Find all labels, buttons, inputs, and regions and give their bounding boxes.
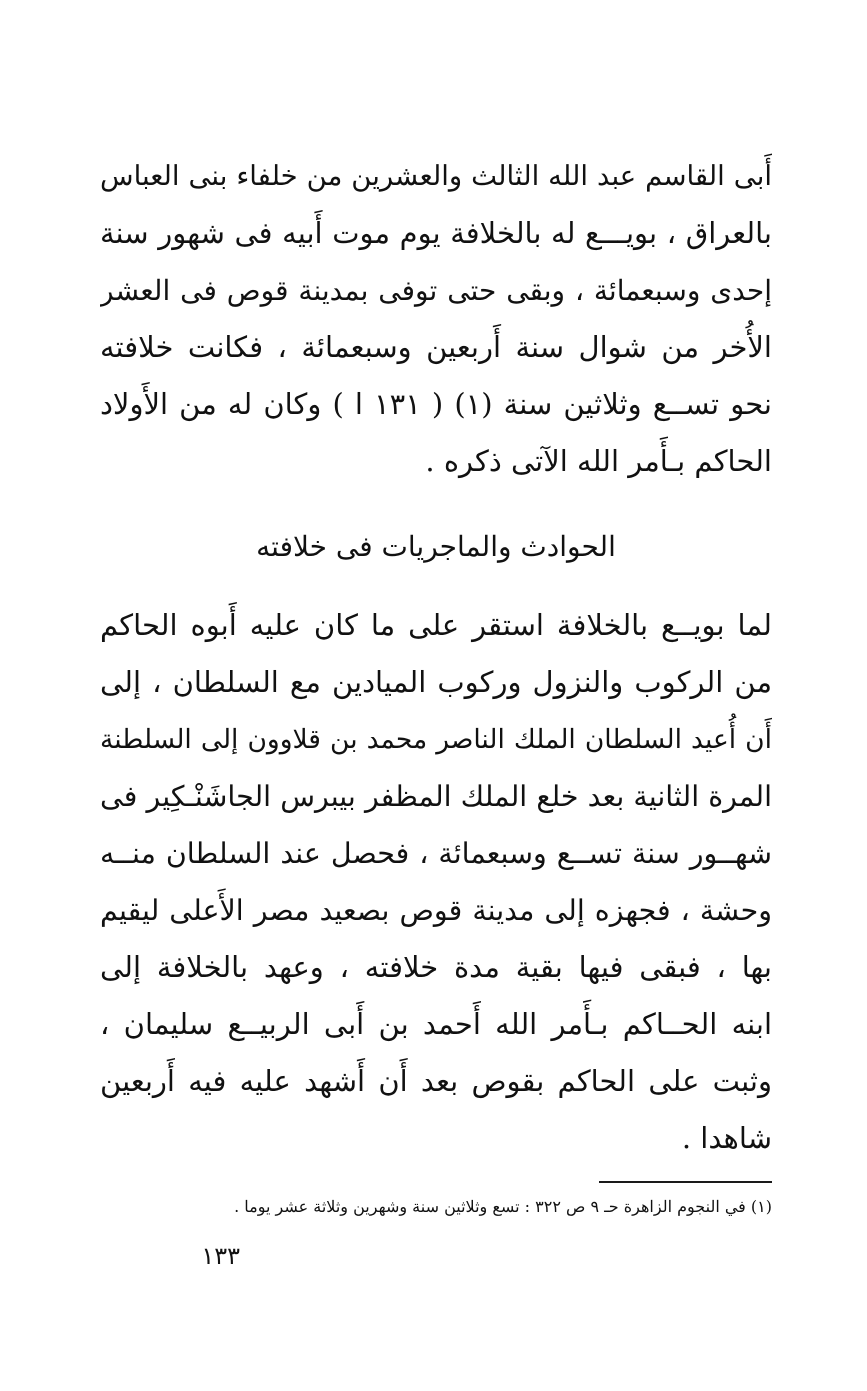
paragraph-2-line: ابنه الحــاكم بـأَمر الله أَحمد بن أَبى الربيــع سليمان ، <box>100 1007 772 1041</box>
paragraph-2-line: وثبت على الحاكم بقوص بعد أَن أَشهد عليه فيه أَربعين <box>100 1064 772 1098</box>
paragraph-2-line: المرة الثانية بعد خلع الملك المظفر بيبرس الجاشَنْـكِير فى <box>100 780 772 813</box>
footnote: (١) في النجوم الزاهرة حـ ٩ ص ٣٢٢ : تسع وثلاثين سنة وشهرين وثلاثة عشر يوما . <box>234 1197 772 1216</box>
paragraph-2-line: لما بويــع بالخلافة استقر على ما كان عليه أَبوه الحاكم <box>100 608 772 642</box>
paragraph-1-line: الحاكم بـأَمر الله الآتى ذكره . <box>425 444 772 478</box>
paragraph-1 <box>100 148 772 490</box>
paragraph-2 <box>100 597 772 1167</box>
paragraph-2-line: شهــور سنة تســع وسبعمائة ، فحصل عند السلطان منــه <box>100 837 772 870</box>
paragraph-1-line: الأُخر من شوال سنة أَربعين وسبعمائة ، فكانت خلافته <box>100 330 772 364</box>
paragraph-2-line: شاهدا . <box>681 1121 772 1155</box>
paragraph-2-line: أَن أُعيد السلطان الملك الناصر محمد بن قلاوون إلى السلطنة <box>100 724 772 755</box>
footnote-divider <box>599 1181 772 1183</box>
paragraph-1-line: إحدى وسبعمائة ، وبقى حتى توفى بمدينة قوص فى العشر <box>100 274 772 307</box>
page-number: ١٣٣ <box>201 1242 240 1270</box>
paragraph-2-line: من الركوب والنزول وركوب الميادين مع السلطان ، إلى <box>100 665 772 699</box>
paragraph-2-line: وحشة ، فجهزه إلى مدينة قوص بصعيد مصر الأَعلى ليقيم <box>100 894 772 927</box>
paragraph-1-line: نحو تســع وثلاثين سنة (١) ( ١٣١ ا ) وكان له من الأَولاد <box>100 387 772 421</box>
section-heading: الحوادث والماجريات فى خلافته <box>256 530 616 563</box>
paragraph-1-line: أَبى القاسم عبد الله الثالث والعشرين من خلفاء بنى العباس <box>100 160 772 192</box>
paragraph-2-line: بها ، فبقى فيها بقية مدة خلافته ، وعهد بالخلافة إلى <box>100 950 772 984</box>
paragraph-1-line: بالعراق ، بويـــع له بالخلافة يوم موت أَبيه فى شهور سنة <box>100 216 772 250</box>
